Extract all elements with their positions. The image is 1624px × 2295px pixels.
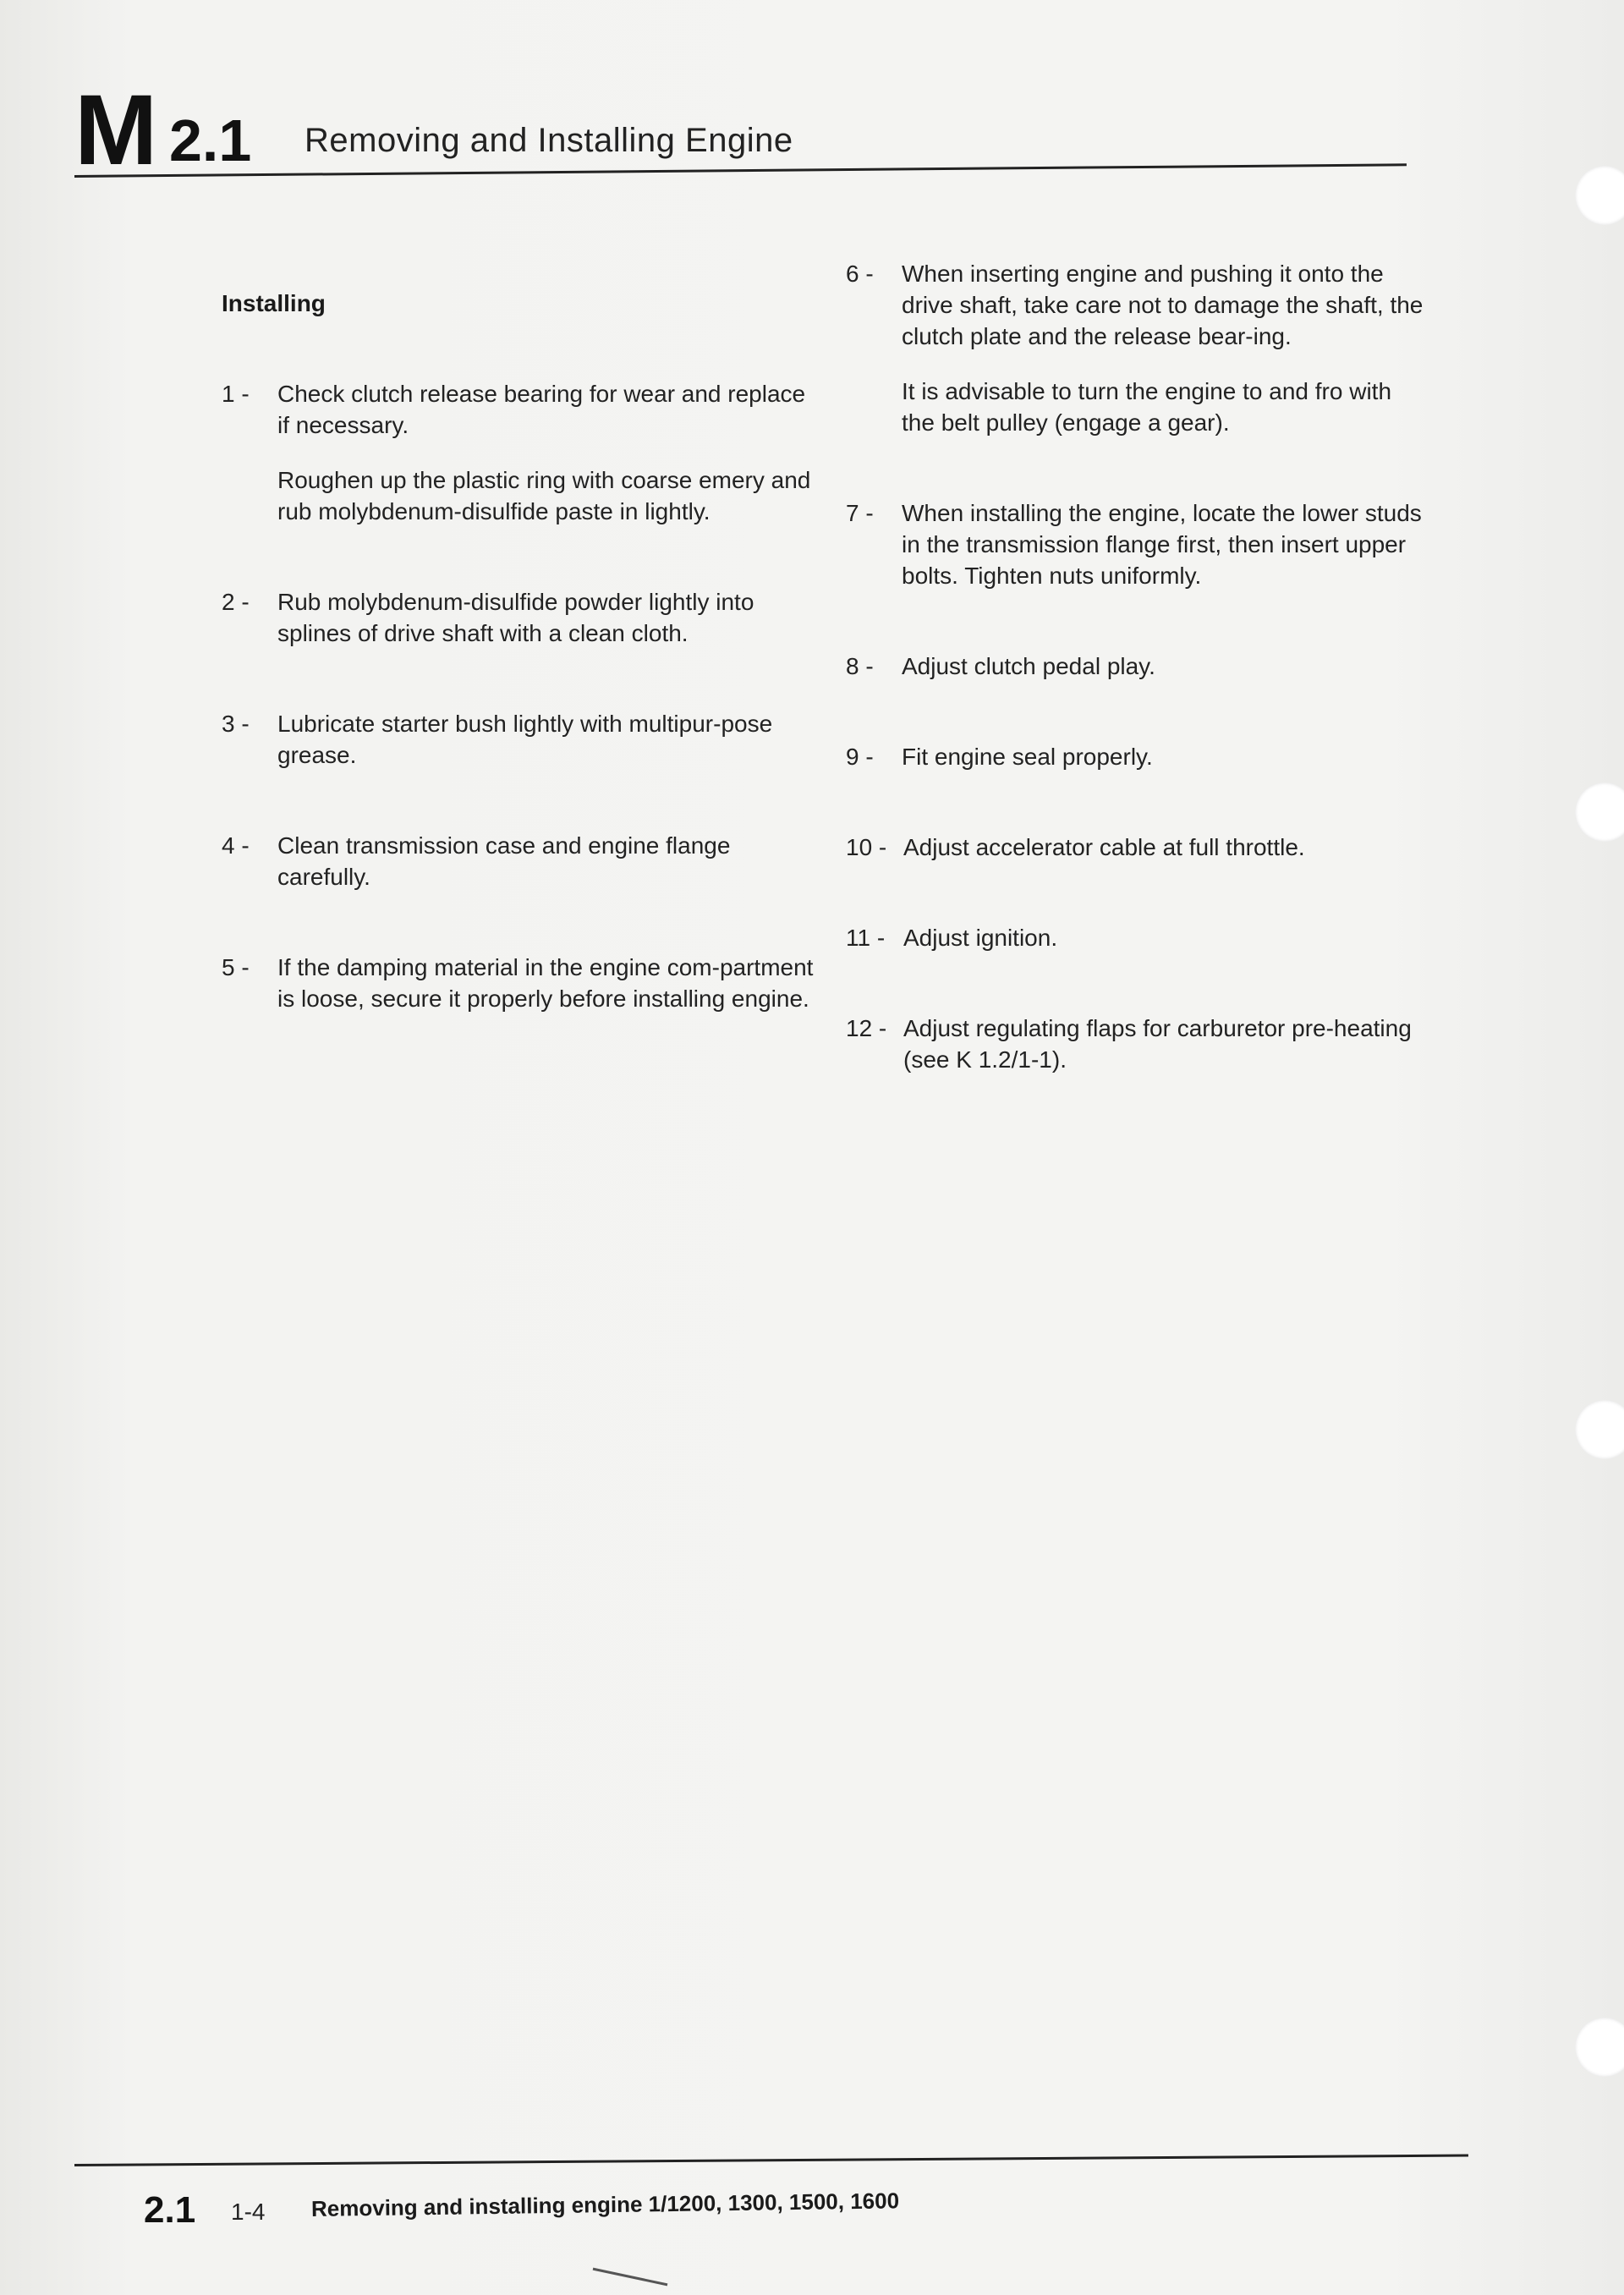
step-number: 6 - — [846, 261, 874, 287]
step-paragraph: Adjust ignition. — [903, 925, 1058, 951]
step-3 — [222, 708, 814, 771]
step-paragraph: Adjust accelerator cable at full throttle. — [903, 834, 1305, 860]
step-paragraph: Roughen up the plastic ring with coarse emery and rub molybdenum-disulfide paste in lightly. — [277, 467, 811, 524]
step-text — [277, 830, 814, 892]
footer-divider — [74, 2154, 1468, 2166]
step-number: 1 - — [222, 381, 250, 407]
step-paragraph: Check clutch release bearing for wear and replace if necessary. — [277, 381, 806, 438]
step-text — [903, 832, 1429, 863]
binder-hole — [1575, 1400, 1624, 1459]
step-paragraph: Rub molybdenum-disulfide powder lightly into splines of drive shaft with a clean cloth. — [277, 589, 754, 646]
step-4 — [222, 830, 814, 892]
step-10 — [846, 832, 1429, 863]
step-2 — [222, 586, 814, 649]
step-number: 3 - — [222, 711, 250, 737]
page-title: Removing and Installing Engine — [304, 122, 793, 159]
binder-hole — [1575, 782, 1624, 842]
step-number: 4 - — [222, 832, 250, 859]
step-paragraph: It is advisable to turn the engine to and fro with the belt pulley (engage a gear). — [902, 378, 1392, 436]
step-paragraph: When inserting engine and pushing it onto the drive shaft, take care not to damage the shaft, the clutch plate and the release bear-ing. — [902, 261, 1424, 349]
step-11 — [846, 922, 1429, 953]
step-text — [277, 952, 814, 1014]
step-9 — [846, 741, 1429, 772]
step-paragraph: Lubricate starter bush lightly with multipur-pose grease. — [277, 711, 773, 768]
step-number: 11 - — [846, 925, 886, 951]
header-divider — [74, 163, 1407, 178]
page-footer — [74, 2187, 1343, 2237]
step-number: 5 - — [222, 954, 250, 980]
step-text — [277, 586, 814, 649]
page-header — [74, 74, 1411, 190]
step-paragraph: Clean transmission case and engine flange carefully. — [277, 832, 731, 890]
binder-hole — [1575, 2018, 1624, 2077]
step-text — [902, 497, 1429, 591]
right-column — [846, 258, 1429, 1134]
step-paragraph: Adjust regulating flaps for carburetor pre-heating (see K 1.2/1-1). — [903, 1015, 1412, 1073]
subheading-installing: Installing — [222, 290, 326, 316]
step-number: 9 - — [846, 744, 874, 770]
step-text — [277, 378, 814, 527]
step-text — [277, 708, 814, 771]
step-paragraph: When installing the engine, locate the lower studs in the transmission flange first, then insert upper bolts. Tighten nuts uniformly. — [902, 500, 1422, 589]
step-text — [903, 922, 1429, 953]
step-text — [902, 651, 1429, 682]
footer-section-number: 2.1 — [144, 2189, 196, 2231]
step-text — [903, 1013, 1429, 1075]
scan-edge-mark — [593, 2268, 668, 2287]
step-8 — [846, 651, 1429, 682]
step-text — [902, 741, 1429, 772]
binder-hole — [1575, 166, 1624, 225]
step-text — [902, 258, 1429, 438]
left-column — [222, 288, 814, 1073]
step-paragraph: If the damping material in the engine com-partment is loose, secure it properly before installing engine. — [277, 954, 814, 1012]
step-paragraph: Adjust clutch pedal play. — [902, 653, 1155, 679]
step-paragraph: Fit engine seal properly. — [902, 744, 1153, 770]
step-number: 7 - — [846, 500, 874, 526]
footer-page-number: 1-4 — [231, 2199, 266, 2225]
footer-title: Removing and installing engine 1/1200, 1300, 1500, 1600 — [310, 2188, 900, 2221]
step-number: 10 - — [846, 834, 887, 860]
step-5 — [222, 952, 814, 1014]
section-number: 2.1 — [169, 107, 252, 173]
step-number: 8 - — [846, 653, 874, 679]
step-12 — [846, 1013, 1429, 1075]
step-1 — [222, 378, 814, 527]
step-number: 12 - — [846, 1015, 887, 1041]
step-6 — [846, 258, 1429, 438]
step-number: 2 - — [222, 589, 250, 615]
section-letter: M — [74, 74, 156, 186]
step-7 — [846, 497, 1429, 591]
